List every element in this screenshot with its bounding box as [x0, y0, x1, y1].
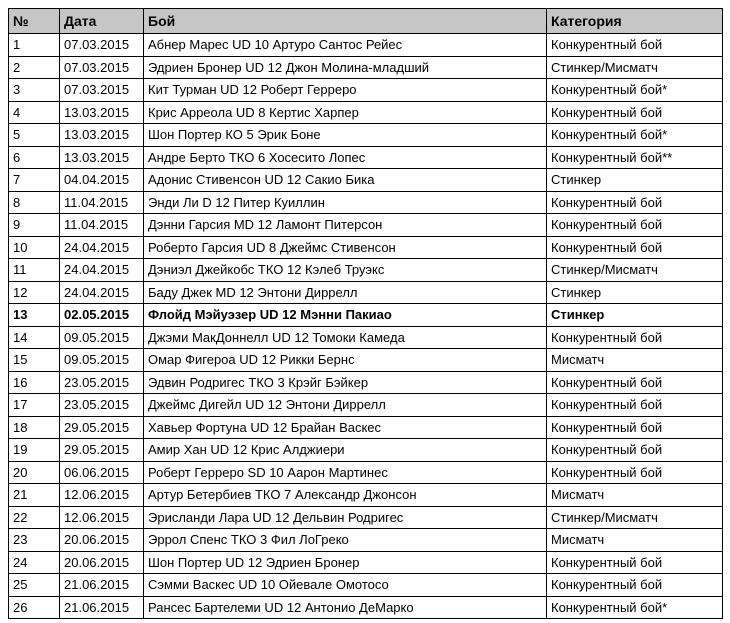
cell-date: 21.06.2015: [60, 596, 144, 619]
header-num: №: [9, 9, 60, 34]
cell-num: 4: [9, 101, 60, 124]
table-row: [9, 439, 723, 462]
cell-category: Конкурентный бой*: [547, 596, 723, 619]
cell-category: Конкурентный бой: [547, 326, 723, 349]
cell-fight: Амир Хан UD 12 Крис Алджиери: [144, 439, 547, 462]
cell-fight: Баду Джек MD 12 Энтони Диррелл: [144, 281, 547, 304]
cell-category: Конкурентный бой: [547, 439, 723, 462]
cell-num: 3: [9, 79, 60, 102]
cell-fight: Крис Арреола UD 8 Кертис Харпер: [144, 101, 547, 124]
cell-category: Конкурентный бой: [547, 191, 723, 214]
cell-fight: Сэмми Васкес UD 10 Ойевале Омотосо: [144, 574, 547, 597]
table-row: [9, 169, 723, 192]
table-row: [9, 484, 723, 507]
cell-date: 04.04.2015: [60, 169, 144, 192]
table-row: [9, 34, 723, 57]
cell-category: Конкурентный бой: [547, 34, 723, 57]
cell-fight: Джэми МакДоннелл UD 12 Томоки Камеда: [144, 326, 547, 349]
cell-num: 6: [9, 146, 60, 169]
cell-category: Конкурентный бой*: [547, 79, 723, 102]
cell-fight: Дэниэл Джейкобс ТКО 12 Кэлеб Труэкс: [144, 259, 547, 282]
cell-num: 7: [9, 169, 60, 192]
table-row: [9, 101, 723, 124]
cell-fight: Абнер Марес UD 10 Артуро Сантос Рейес: [144, 34, 547, 57]
cell-fight: Роберт Герреро SD 10 Аарон Мартинес: [144, 461, 547, 484]
cell-fight: Дэнни Гарсия MD 12 Ламонт Питерсон: [144, 214, 547, 237]
cell-category: Стинкер: [547, 304, 723, 327]
cell-num: 22: [9, 506, 60, 529]
cell-num: 15: [9, 349, 60, 372]
cell-num: 23: [9, 529, 60, 552]
cell-category: Конкурентный бой: [547, 394, 723, 417]
table-row: [9, 506, 723, 529]
cell-category: Конкурентный бой*: [547, 124, 723, 147]
cell-date: 12.06.2015: [60, 506, 144, 529]
cell-num: 25: [9, 574, 60, 597]
table-row: [9, 529, 723, 552]
table-row: [9, 574, 723, 597]
header-fight: Бой: [144, 9, 547, 34]
table-row: [9, 146, 723, 169]
cell-fight: Флойд Мэйуэзер UD 12 Мэнни Пакиао: [144, 304, 547, 327]
cell-date: 11.04.2015: [60, 191, 144, 214]
cell-date: 13.03.2015: [60, 101, 144, 124]
cell-category: Конкурентный бой: [547, 101, 723, 124]
cell-num: 20: [9, 461, 60, 484]
cell-num: 13: [9, 304, 60, 327]
cell-fight: Энди Ли D 12 Питер Куиллин: [144, 191, 547, 214]
cell-date: 23.05.2015: [60, 394, 144, 417]
header-row: [9, 9, 723, 34]
cell-num: 9: [9, 214, 60, 237]
cell-num: 24: [9, 551, 60, 574]
cell-category: Конкурентный бой**: [547, 146, 723, 169]
table-row: [9, 349, 723, 372]
table-row: [9, 326, 723, 349]
cell-fight: Эррол Спенс ТКО 3 Фил ЛоГреко: [144, 529, 547, 552]
table-row: [9, 259, 723, 282]
cell-num: 19: [9, 439, 60, 462]
cell-date: 12.06.2015: [60, 484, 144, 507]
cell-date: 24.04.2015: [60, 236, 144, 259]
cell-date: 29.05.2015: [60, 439, 144, 462]
cell-date: 09.05.2015: [60, 349, 144, 372]
table-row: [9, 394, 723, 417]
cell-date: 20.06.2015: [60, 551, 144, 574]
cell-date: 13.03.2015: [60, 124, 144, 147]
cell-num: 12: [9, 281, 60, 304]
cell-fight: Омар Фигероа UD 12 Рикки Бернс: [144, 349, 547, 372]
cell-num: 14: [9, 326, 60, 349]
cell-num: 2: [9, 56, 60, 79]
table-row: [9, 371, 723, 394]
cell-date: 06.06.2015: [60, 461, 144, 484]
cell-category: Стинкер/Мисматч: [547, 56, 723, 79]
table-row: [9, 191, 723, 214]
cell-category: Стинкер: [547, 169, 723, 192]
cell-num: 5: [9, 124, 60, 147]
cell-date: 20.06.2015: [60, 529, 144, 552]
table-row: [9, 461, 723, 484]
cell-category: Мисматч: [547, 484, 723, 507]
cell-category: Конкурентный бой: [547, 371, 723, 394]
cell-category: Стинкер/Мисматч: [547, 506, 723, 529]
table-row: [9, 281, 723, 304]
cell-num: 21: [9, 484, 60, 507]
cell-num: 11: [9, 259, 60, 282]
cell-category: Конкурентный бой: [547, 574, 723, 597]
cell-category: Конкурентный бой: [547, 461, 723, 484]
cell-category: Конкурентный бой: [547, 236, 723, 259]
cell-date: 07.03.2015: [60, 79, 144, 102]
cell-category: Стинкер/Мисматч: [547, 259, 723, 282]
cell-num: 26: [9, 596, 60, 619]
cell-num: 1: [9, 34, 60, 57]
cell-fight: Андре Берто ТКО 6 Хосесито Лопес: [144, 146, 547, 169]
cell-fight: Артур Бетербиев ТКО 7 Александр Джонсон: [144, 484, 547, 507]
cell-date: 24.04.2015: [60, 281, 144, 304]
table-header: [9, 9, 723, 34]
cell-date: 02.05.2015: [60, 304, 144, 327]
cell-fight: Роберто Гарсия UD 8 Джеймс Стивенсон: [144, 236, 547, 259]
cell-category: Конкурентный бой: [547, 551, 723, 574]
cell-category: Стинкер: [547, 281, 723, 304]
cell-num: 8: [9, 191, 60, 214]
header-date: Дата: [60, 9, 144, 34]
table-row: [9, 79, 723, 102]
header-category: Категория: [547, 9, 723, 34]
cell-fight: Кит Турман UD 12 Роберт Герреро: [144, 79, 547, 102]
cell-date: 07.03.2015: [60, 56, 144, 79]
cell-fight: Хавьер Фортуна UD 12 Брайан Васкес: [144, 416, 547, 439]
cell-fight: Шон Портер UD 12 Эдриен Бронер: [144, 551, 547, 574]
cell-category: Конкурентный бой: [547, 416, 723, 439]
table-body: [9, 34, 723, 619]
cell-fight: Рансес Бартелеми UD 12 Антонио ДеМарко: [144, 596, 547, 619]
cell-fight: Джеймс Дигейл UD 12 Энтони Диррелл: [144, 394, 547, 417]
cell-date: 21.06.2015: [60, 574, 144, 597]
cell-num: 16: [9, 371, 60, 394]
cell-num: 18: [9, 416, 60, 439]
cell-date: 07.03.2015: [60, 34, 144, 57]
table-row: [9, 304, 723, 327]
table-row: [9, 416, 723, 439]
cell-num: 10: [9, 236, 60, 259]
table-row: [9, 551, 723, 574]
table-row: [9, 124, 723, 147]
table-row: [9, 56, 723, 79]
cell-fight: Эдвин Родригес ТКО 3 Крэйг Бэйкер: [144, 371, 547, 394]
cell-date: 11.04.2015: [60, 214, 144, 237]
cell-date: 29.05.2015: [60, 416, 144, 439]
cell-category: Конкурентный бой: [547, 214, 723, 237]
fights-table: [8, 8, 723, 619]
cell-fight: Эрисланди Лара UD 12 Дельвин Родригес: [144, 506, 547, 529]
cell-date: 23.05.2015: [60, 371, 144, 394]
table-row: [9, 236, 723, 259]
cell-num: 17: [9, 394, 60, 417]
cell-category: Мисматч: [547, 349, 723, 372]
cell-fight: Эдриен Бронер UD 12 Джон Молина-младший: [144, 56, 547, 79]
cell-date: 09.05.2015: [60, 326, 144, 349]
cell-category: Мисматч: [547, 529, 723, 552]
cell-fight: Адонис Стивенсон UD 12 Сакио Бика: [144, 169, 547, 192]
document-page: [8, 8, 722, 619]
cell-date: 24.04.2015: [60, 259, 144, 282]
table-row: [9, 596, 723, 619]
cell-fight: Шон Портер КО 5 Эрик Боне: [144, 124, 547, 147]
table-row: [9, 214, 723, 237]
cell-date: 13.03.2015: [60, 146, 144, 169]
